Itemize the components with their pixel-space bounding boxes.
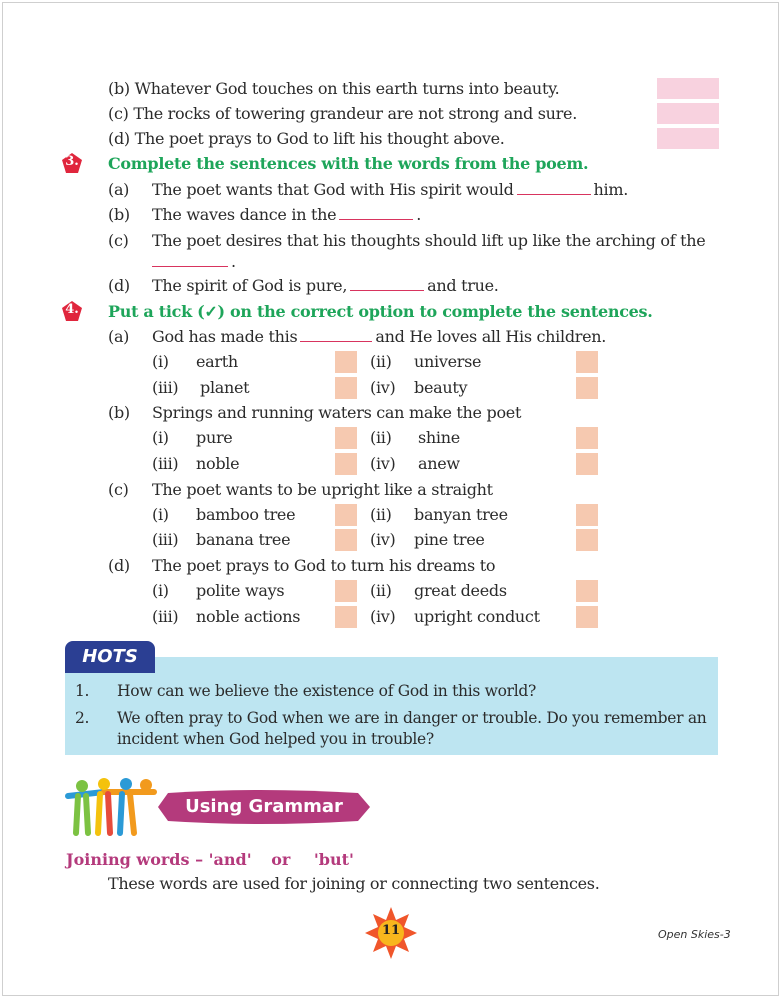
q4c-opt3-tickbox[interactable] [335, 529, 357, 551]
q4d-opt3-text: noble actions [196, 607, 301, 626]
question-4-number: 4. [65, 302, 79, 317]
hots-q2-text-line1: We often pray to God when we are in danger or trouble. Do you remember an [117, 709, 707, 727]
q4d-opt4-num: (iv) [370, 607, 396, 626]
question-4-badge [61, 300, 83, 322]
hots-q2-num: 2. [75, 709, 90, 727]
hots-q1-text: How can we believe the existence of God in this world? [117, 682, 537, 700]
q4b-opt2-tickbox[interactable] [576, 427, 598, 449]
q4d-opt3-tickbox[interactable] [335, 606, 357, 628]
q4c-opt2-text: banyan tree [414, 505, 508, 524]
q4b-opt2-num: (ii) [370, 428, 392, 447]
q3c-text: The poet desires that his thoughts should lift up like the arching of the [152, 231, 706, 250]
question-3-badge [61, 152, 83, 174]
q4d-opt1-tickbox[interactable] [335, 580, 357, 602]
q4a-blank [300, 340, 372, 342]
q4a-text: God has made this [152, 327, 298, 346]
answer-box-q2c[interactable] [657, 103, 719, 124]
q4d-label: (d) [108, 556, 130, 575]
q3a-text: The poet wants that God with His spirit would [152, 180, 514, 199]
q4c-text: The poet wants to be upright like a straight [152, 480, 493, 499]
q3c-continuation [152, 252, 236, 271]
q4b-opt4-text: anew [418, 454, 460, 473]
q4d-opt2-num: (ii) [370, 581, 392, 600]
q3b-text: The waves dance in the [152, 205, 337, 224]
q4c-opt2-tickbox[interactable] [576, 504, 598, 526]
answer-box-q2d[interactable] [657, 128, 719, 149]
q4a-opt3-num: (iii) [152, 378, 179, 397]
q4c-opt1-num: (i) [152, 505, 169, 524]
q3d-text: The spirit of God is pure, [152, 276, 348, 295]
q4a-opt2-tickbox[interactable] [576, 351, 598, 373]
q4c-opt4-num: (iv) [370, 530, 396, 549]
q3a-sentence [152, 180, 628, 199]
q4d-opt4-text: upright conduct [414, 607, 540, 626]
q4a-opt4-text: beauty [414, 378, 468, 397]
q3b-sentence [152, 205, 421, 224]
q4d-text: The poet prays to God to turn his dreams to [152, 556, 496, 575]
q4d-opt2-tickbox[interactable] [576, 580, 598, 602]
q4a-after: and He loves all His children. [375, 327, 607, 346]
hots-title: HOTS [65, 641, 155, 673]
q3b-after: . [416, 205, 422, 224]
word-but: 'but' [313, 850, 354, 869]
q4c-opt1-tickbox[interactable] [335, 504, 357, 526]
q4a-opt3-tickbox[interactable] [335, 377, 357, 399]
word-or: or [271, 850, 291, 869]
q2-item-b: (b) Whatever God touches on this earth turns into beauty. [108, 79, 560, 98]
q4a-label: (a) [108, 327, 130, 346]
q4b-text: Springs and running waters can make the poet [152, 403, 522, 422]
q4b-opt2-text: shine [418, 428, 460, 447]
q4d-opt1-num: (i) [152, 581, 169, 600]
q4a-opt4-tickbox[interactable] [576, 377, 598, 399]
q3a-label: (a) [108, 180, 130, 199]
q4b-opt1-num: (i) [152, 428, 169, 447]
q2-item-d: (d) The poet prays to God to lift his thought above. [108, 129, 505, 148]
q3d-after: and true. [427, 276, 499, 295]
using-grammar-banner [158, 789, 370, 825]
q4a-opt3-text: planet [200, 378, 250, 397]
q3b-blank[interactable] [339, 218, 413, 220]
q4a-opt1-num: (i) [152, 352, 169, 371]
q4b-opt1-text: pure [196, 428, 233, 447]
q3b-label: (b) [108, 205, 130, 224]
q4a-opt1-tickbox[interactable] [335, 351, 357, 373]
q3a-blank[interactable] [517, 193, 591, 195]
q4c-opt3-num: (iii) [152, 530, 179, 549]
page-border [2, 2, 779, 996]
q4d-opt1-text: polite ways [196, 581, 285, 600]
q4b-opt3-text: noble [196, 454, 240, 473]
q3d-label: (d) [108, 276, 130, 295]
q3d-blank[interactable] [350, 289, 424, 291]
q4a-opt4-num: (iv) [370, 378, 396, 397]
q4a-sentence [152, 327, 606, 346]
q4b-opt4-num: (iv) [370, 454, 396, 473]
joining-words-heading [66, 850, 354, 869]
question-3-heading: Complete the sentences with the words from the poem. [108, 154, 589, 173]
q3c-after: . [231, 252, 236, 271]
page-number: 11 [381, 923, 401, 938]
q4b-label: (b) [108, 403, 130, 422]
question-3-number: 3. [65, 154, 79, 169]
q3c-label: (c) [108, 231, 129, 250]
q4c-opt3-text: banana tree [196, 530, 291, 549]
page-number-badge [364, 906, 418, 960]
q4d-opt4-tickbox[interactable] [576, 606, 598, 628]
q4c-opt4-tickbox[interactable] [576, 529, 598, 551]
people-group-icon [64, 778, 160, 836]
question-4-heading: Put a tick (✓) on the correct option to complete the sentences. [108, 302, 653, 321]
q4b-opt3-num: (iii) [152, 454, 179, 473]
q3a-after: him. [593, 180, 629, 199]
q4c-label: (c) [108, 480, 129, 499]
book-title-footer: Open Skies-3 [658, 928, 731, 941]
q3d-sentence [152, 276, 499, 295]
q4c-opt4-text: pine tree [414, 530, 485, 549]
using-grammar-title: Using Grammar [185, 796, 343, 817]
q4a-opt1-text: earth [196, 352, 238, 371]
q4c-opt2-num: (ii) [370, 505, 392, 524]
joining-words-prefix: Joining words – [66, 850, 204, 869]
hots-q1-num: 1. [75, 682, 90, 700]
q4b-opt4-tickbox[interactable] [576, 453, 598, 475]
q4a-opt2-text: universe [414, 352, 482, 371]
q4c-opt1-text: bamboo tree [196, 505, 296, 524]
hots-q2-text-line2: incident when God helped you in trouble? [117, 730, 434, 748]
q4b-opt3-tickbox[interactable] [335, 453, 357, 475]
answer-box-q2b[interactable] [657, 78, 719, 99]
q2-item-c: (c) The rocks of towering grandeur are not strong and sure. [108, 104, 577, 123]
word-and: 'and' [208, 850, 252, 869]
q4d-opt2-text: great deeds [414, 581, 507, 600]
q4d-opt3-num: (iii) [152, 607, 179, 626]
q3c-blank[interactable] [152, 265, 228, 267]
q4a-opt2-num: (ii) [370, 352, 392, 371]
q4b-opt1-tickbox[interactable] [335, 427, 357, 449]
grammar-body-text: These words are used for joining or connecting two sentences. [108, 874, 600, 893]
